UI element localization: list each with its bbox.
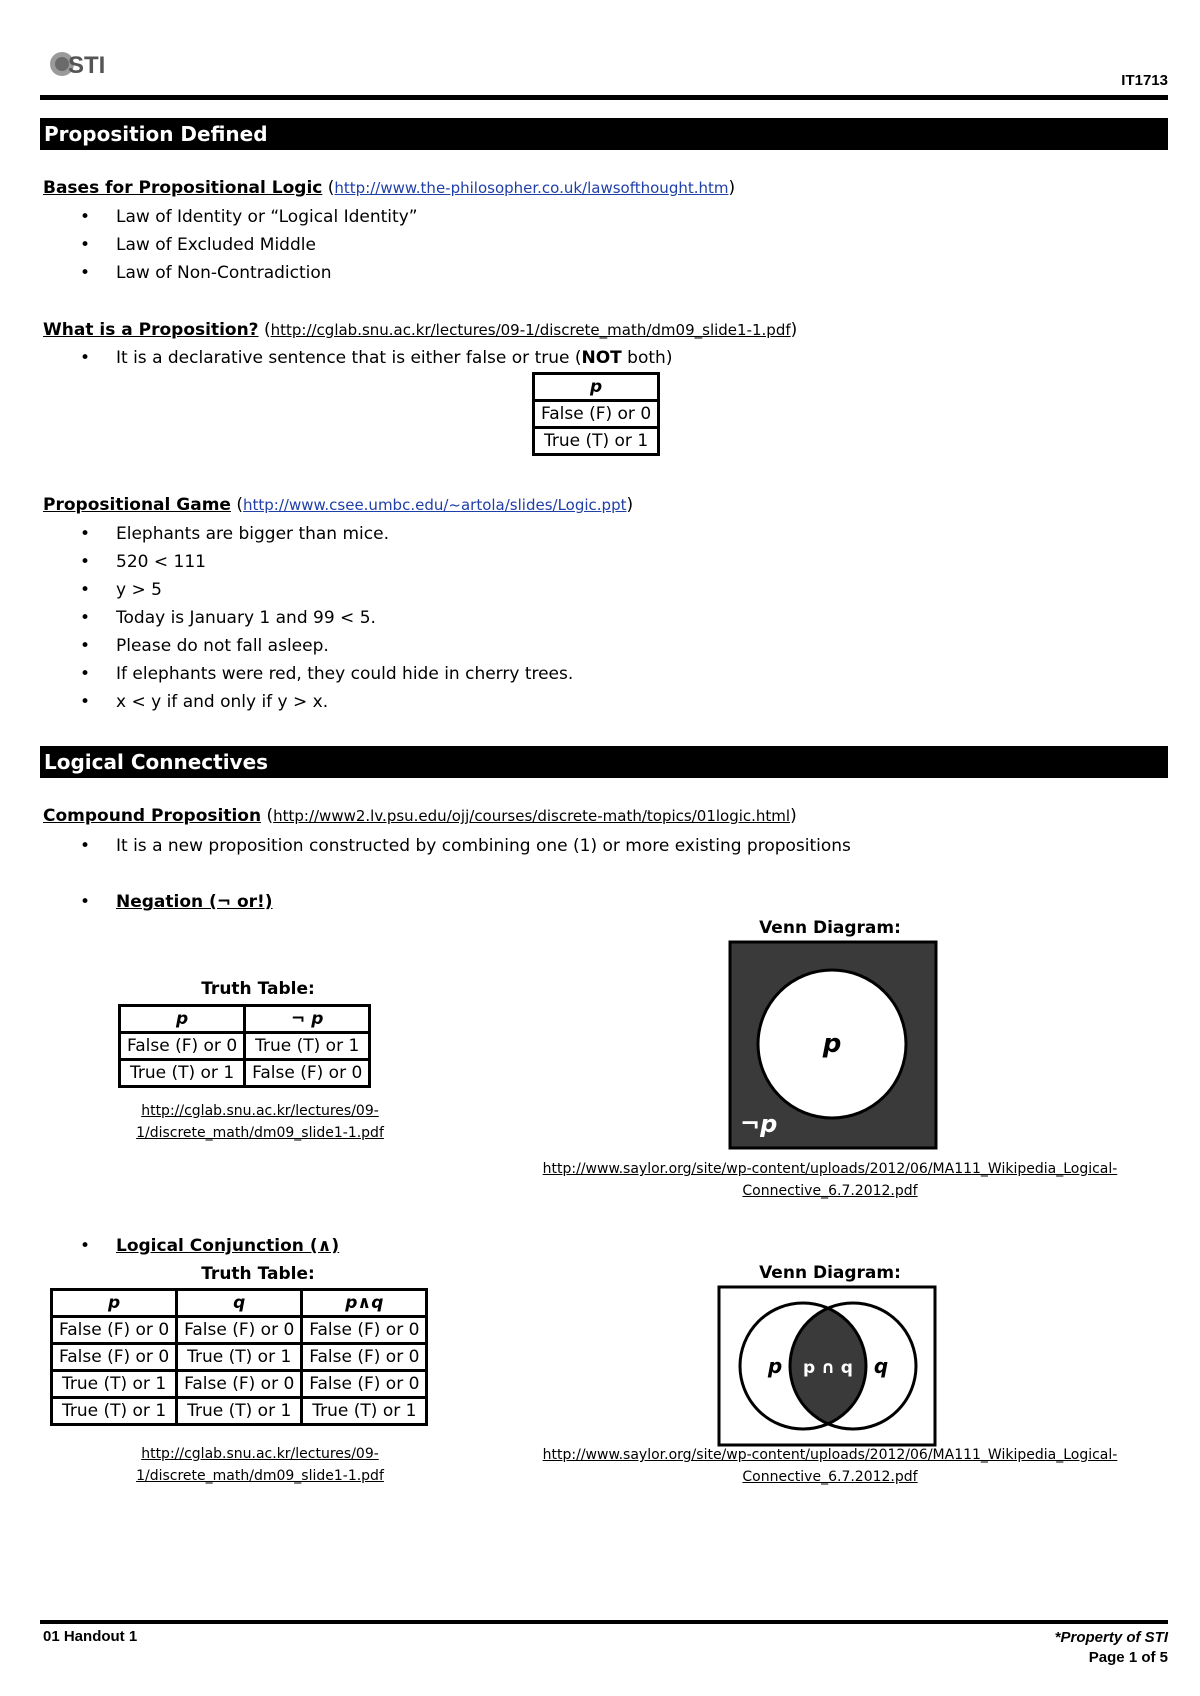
table-cell: True (T) or 1 (52, 1371, 177, 1398)
venn-label-not-p: ¬p (740, 1110, 778, 1138)
game-heading: Propositional Game (http://www.csee.umbc.edu/~artola/slides/Logic.ppt) (43, 495, 634, 515)
table-header: p (534, 374, 659, 401)
footer-rule (40, 1620, 1168, 1624)
conjunction-truth-label: Truth Table: (201, 1264, 315, 1284)
table-header: p∧q (302, 1290, 427, 1317)
table-cell: False (F) or 0 (302, 1371, 427, 1398)
table-cell: False (F) or 0 (534, 401, 659, 428)
table-cell: False (F) or 0 (302, 1317, 427, 1344)
negation-venn-diagram (728, 940, 938, 1150)
bases-heading: Bases for Propositional Logic (http://www.the-philosopher.co.uk/lawsofthought.htm) (43, 178, 736, 198)
table-cell: True (T) or 1 (120, 1060, 245, 1087)
game-title: Propositional Game (43, 495, 231, 515)
list-item (78, 1232, 339, 1260)
table-cell: False (F) or 0 (120, 1033, 245, 1060)
table-cell: True (T) or 1 (534, 428, 659, 455)
conjunction-venn-source: http://www.saylor.org/site/wp-content/uploads/2012/06/MA111_Wikipedia_Logical- Connective_6.7.2012.pdf (542, 1447, 1118, 1485)
list-item: • If elephants were red, they could hide in cherry trees. (78, 660, 573, 688)
proposition-table (532, 372, 660, 456)
conjunction-title: Logical Conjunction (∧) (116, 1236, 340, 1256)
conjunction-table-source: http://cglab.snu.ac.kr/lectures/09- 1/discrete_math/dm09_slide1-1.pdf (136, 1446, 384, 1484)
table-cell: True (T) or 1 (302, 1398, 427, 1425)
venn-label-p: p (767, 1354, 783, 1378)
table-cell: False (F) or 0 (302, 1344, 427, 1371)
header-rule (40, 95, 1168, 100)
table-cell: True (T) or 1 (245, 1033, 370, 1060)
list-item: • Today is January 1 and 99 < 5. (78, 604, 573, 632)
footer-handout-label: 01 Handout 1 (43, 1628, 138, 1645)
course-code: IT1713 (1121, 72, 1168, 89)
what-is-url[interactable]: http://cglab.snu.ac.kr/lectures/09-1/discrete_math/dm09_slide1-1.pdf (270, 321, 791, 339)
section-bar-logical-connectives: Logical Connectives (40, 746, 1168, 778)
list-item: • It is a declarative sentence that is either false or true (NOT both) (78, 344, 672, 372)
table-cell: True (T) or 1 (177, 1344, 302, 1371)
table-cell: False (F) or 0 (52, 1317, 177, 1344)
table-cell: True (T) or 1 (177, 1398, 302, 1425)
table-header: q (177, 1290, 302, 1317)
table-cell: False (F) or 0 (177, 1317, 302, 1344)
negation-venn-source: http://www.saylor.org/site/wp-content/uploads/2012/06/MA111_Wikipedia_Logical- Connective_6.7.2012.pdf (542, 1161, 1118, 1199)
negation-title: Negation (¬ or!) (116, 892, 273, 912)
logo-text: STI (68, 52, 106, 79)
table-cell: False (F) or 0 (52, 1344, 177, 1371)
bases-title: Bases for Propositional Logic (43, 178, 323, 198)
conjunction-truth-table (50, 1288, 428, 1426)
list-item: • Please do not fall asleep. (78, 632, 573, 660)
list-item: • Elephants are bigger than mice. (78, 520, 573, 548)
list-item: • y > 5 (78, 576, 573, 604)
footer-right (1055, 1628, 1168, 1668)
negation-list (78, 888, 273, 916)
table-cell: True (T) or 1 (52, 1398, 177, 1425)
table-header: ¬ p (245, 1006, 370, 1033)
venn-label-p: p (822, 1029, 842, 1059)
sti-logo (48, 46, 120, 82)
table-header: p (52, 1290, 177, 1317)
negation-table-source: http://cglab.snu.ac.kr/lectures/09- 1/discrete_math/dm09_slide1-1.pdf (136, 1103, 384, 1141)
table-cell: False (F) or 0 (245, 1060, 370, 1087)
venn-label-intersection: p ∩ q (803, 1358, 853, 1378)
conjunction-venn-diagram (717, 1285, 939, 1447)
compound-title: Compound Proposition (43, 806, 262, 826)
list-item: • Law of Excluded Middle (78, 231, 418, 259)
list-item: • Law of Non-Contradiction (78, 259, 418, 287)
bases-url[interactable]: http://www.the-philosopher.co.uk/lawsofthought.htm (334, 179, 729, 197)
footer-property: *Property of STI (1054, 1629, 1168, 1646)
list-item: • Law of Identity or “Logical Identity” (78, 203, 418, 231)
table-header: p (120, 1006, 245, 1033)
conjunction-list (78, 1232, 339, 1260)
list-item: • 520 < 111 (78, 548, 573, 576)
table-cell: False (F) or 0 (177, 1371, 302, 1398)
venn-label-q: q (873, 1354, 889, 1378)
what-is-list (78, 344, 672, 372)
bases-list (78, 203, 418, 287)
game-list (78, 520, 573, 716)
negation-truth-table (118, 1004, 371, 1088)
list-item: • It is a new proposition constructed by combining one (1) or more existing propositions (78, 832, 851, 860)
what-is-heading: What is a Proposition? (http://cglab.snu.ac.kr/lectures/09-1/discrete_math/dm09_slide1-1.pdf) (43, 320, 798, 340)
compound-list (78, 832, 851, 860)
what-is-title: What is a Proposition? (43, 320, 259, 340)
compound-url[interactable]: http://www2.lv.psu.edu/ojj/courses/discrete-math/topics/01logic.html (273, 807, 791, 825)
negation-venn-label: Venn Diagram: (759, 918, 901, 938)
negation-truth-label: Truth Table: (201, 979, 315, 999)
game-url[interactable]: http://www.csee.umbc.edu/~artola/slides/Logic.ppt (243, 496, 627, 514)
section-bar-proposition-defined: Proposition Defined (40, 118, 1168, 150)
list-item: • x < y if and only if y > x. (78, 688, 573, 716)
list-item (78, 888, 273, 916)
footer-page-number: Page 1 of 5 (1088, 1649, 1168, 1666)
conjunction-venn-label: Venn Diagram: (759, 1263, 901, 1283)
compound-heading: Compound Proposition (http://www2.lv.psu.edu/ojj/courses/discrete-math/topics/01logic.html) (43, 806, 797, 826)
